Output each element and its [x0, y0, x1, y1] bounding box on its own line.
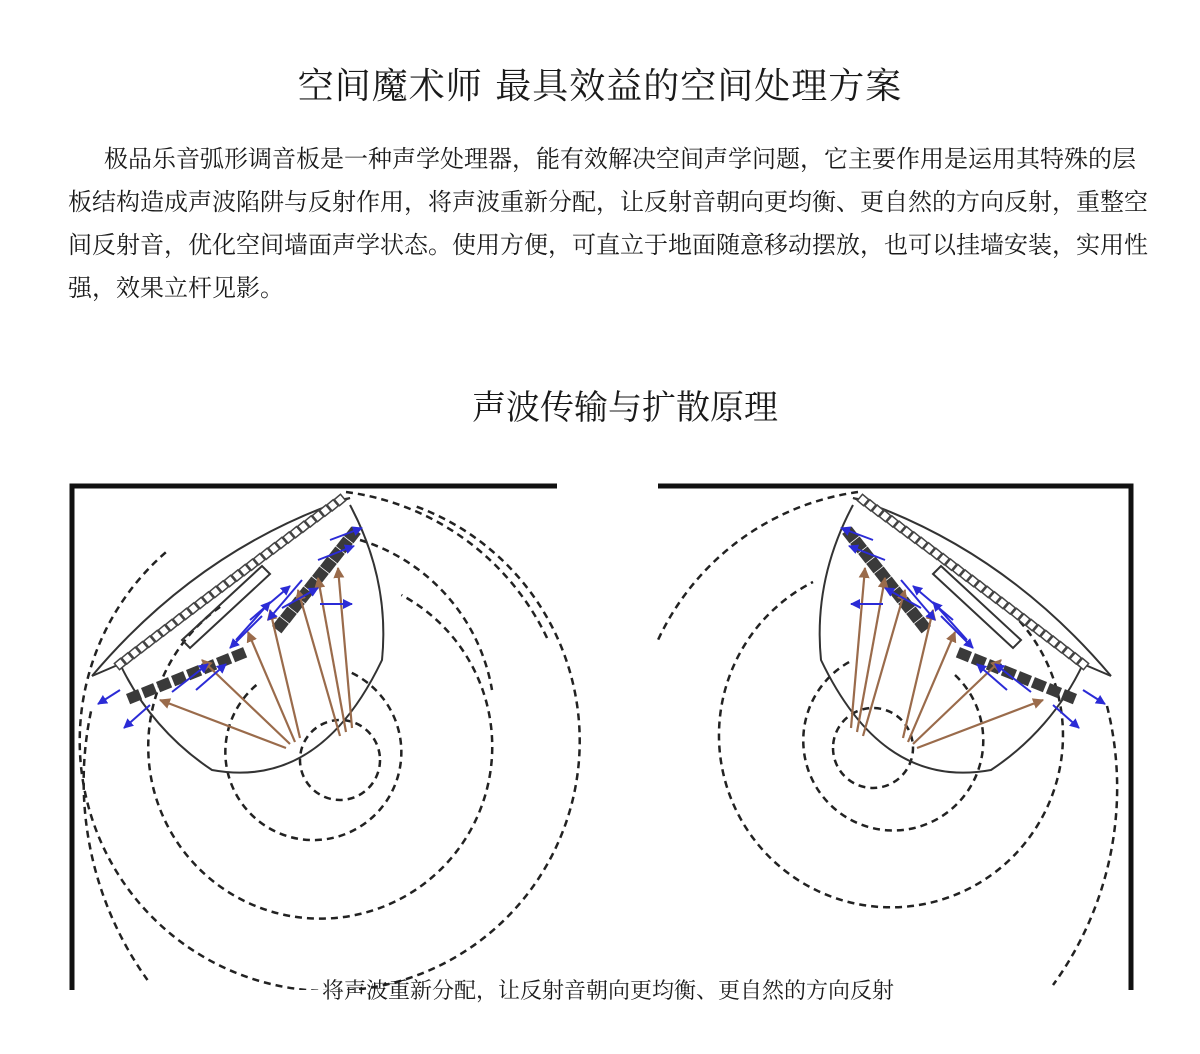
left-room-diagram: [72, 486, 580, 990]
absorber-block: [171, 671, 187, 686]
absorber-block: [1031, 677, 1047, 692]
absorber-block: [1061, 689, 1077, 704]
absorber-block: [156, 677, 172, 692]
sound-diffusion-diagram: [0, 470, 1200, 990]
right-incident-arrows: [851, 568, 1043, 748]
incident-arrow: [917, 700, 1043, 748]
left-incident-arrows: [160, 568, 352, 748]
page-title: 空间魔术师 最具效益的空间处理方案: [297, 66, 903, 107]
right-sound-waves: [658, 492, 1117, 985]
absorber-block: [231, 647, 247, 662]
reflected-arrow: [941, 616, 973, 648]
section-title: 声波传输与扩散原理: [472, 388, 778, 428]
reflected-arrow: [230, 616, 262, 648]
reflected-arrow: [1053, 705, 1079, 728]
absorber-block: [1016, 671, 1032, 686]
right-room-diagram: [658, 486, 1131, 990]
reflected-arrow: [1083, 690, 1105, 704]
absorber-block: [1001, 665, 1017, 680]
incident-arrow: [160, 700, 286, 748]
right-room-wall: [658, 486, 1131, 990]
reflected-arrow: [236, 602, 270, 640]
intro-paragraph: 极品乐音弧形调音板是一种声学处理器，能有效解决空间声学问题，它主要作用是运用其特殊的层板结构造成声波陷阱与反射作用，将声波重新分配，让反射音朝向更均衡、更自然的方向反射，重整空间反射音，优化空间墙面声学状态。使用方便，可直立于地面随意移动摆放，也可以挂墙安装，实用性强，效果立杆见影。: [68, 145, 1148, 302]
reflected-arrow: [124, 705, 150, 728]
absorber-block: [126, 689, 142, 704]
absorber-block: [186, 665, 202, 680]
left-room-wall: [72, 486, 557, 990]
absorber-block: [956, 647, 972, 662]
reflected-arrow: [98, 690, 120, 704]
diagram-caption: 将声波重新分配，让反射音朝向更均衡、更自然的方向反射: [321, 979, 894, 1004]
reflected-arrow: [933, 602, 967, 640]
